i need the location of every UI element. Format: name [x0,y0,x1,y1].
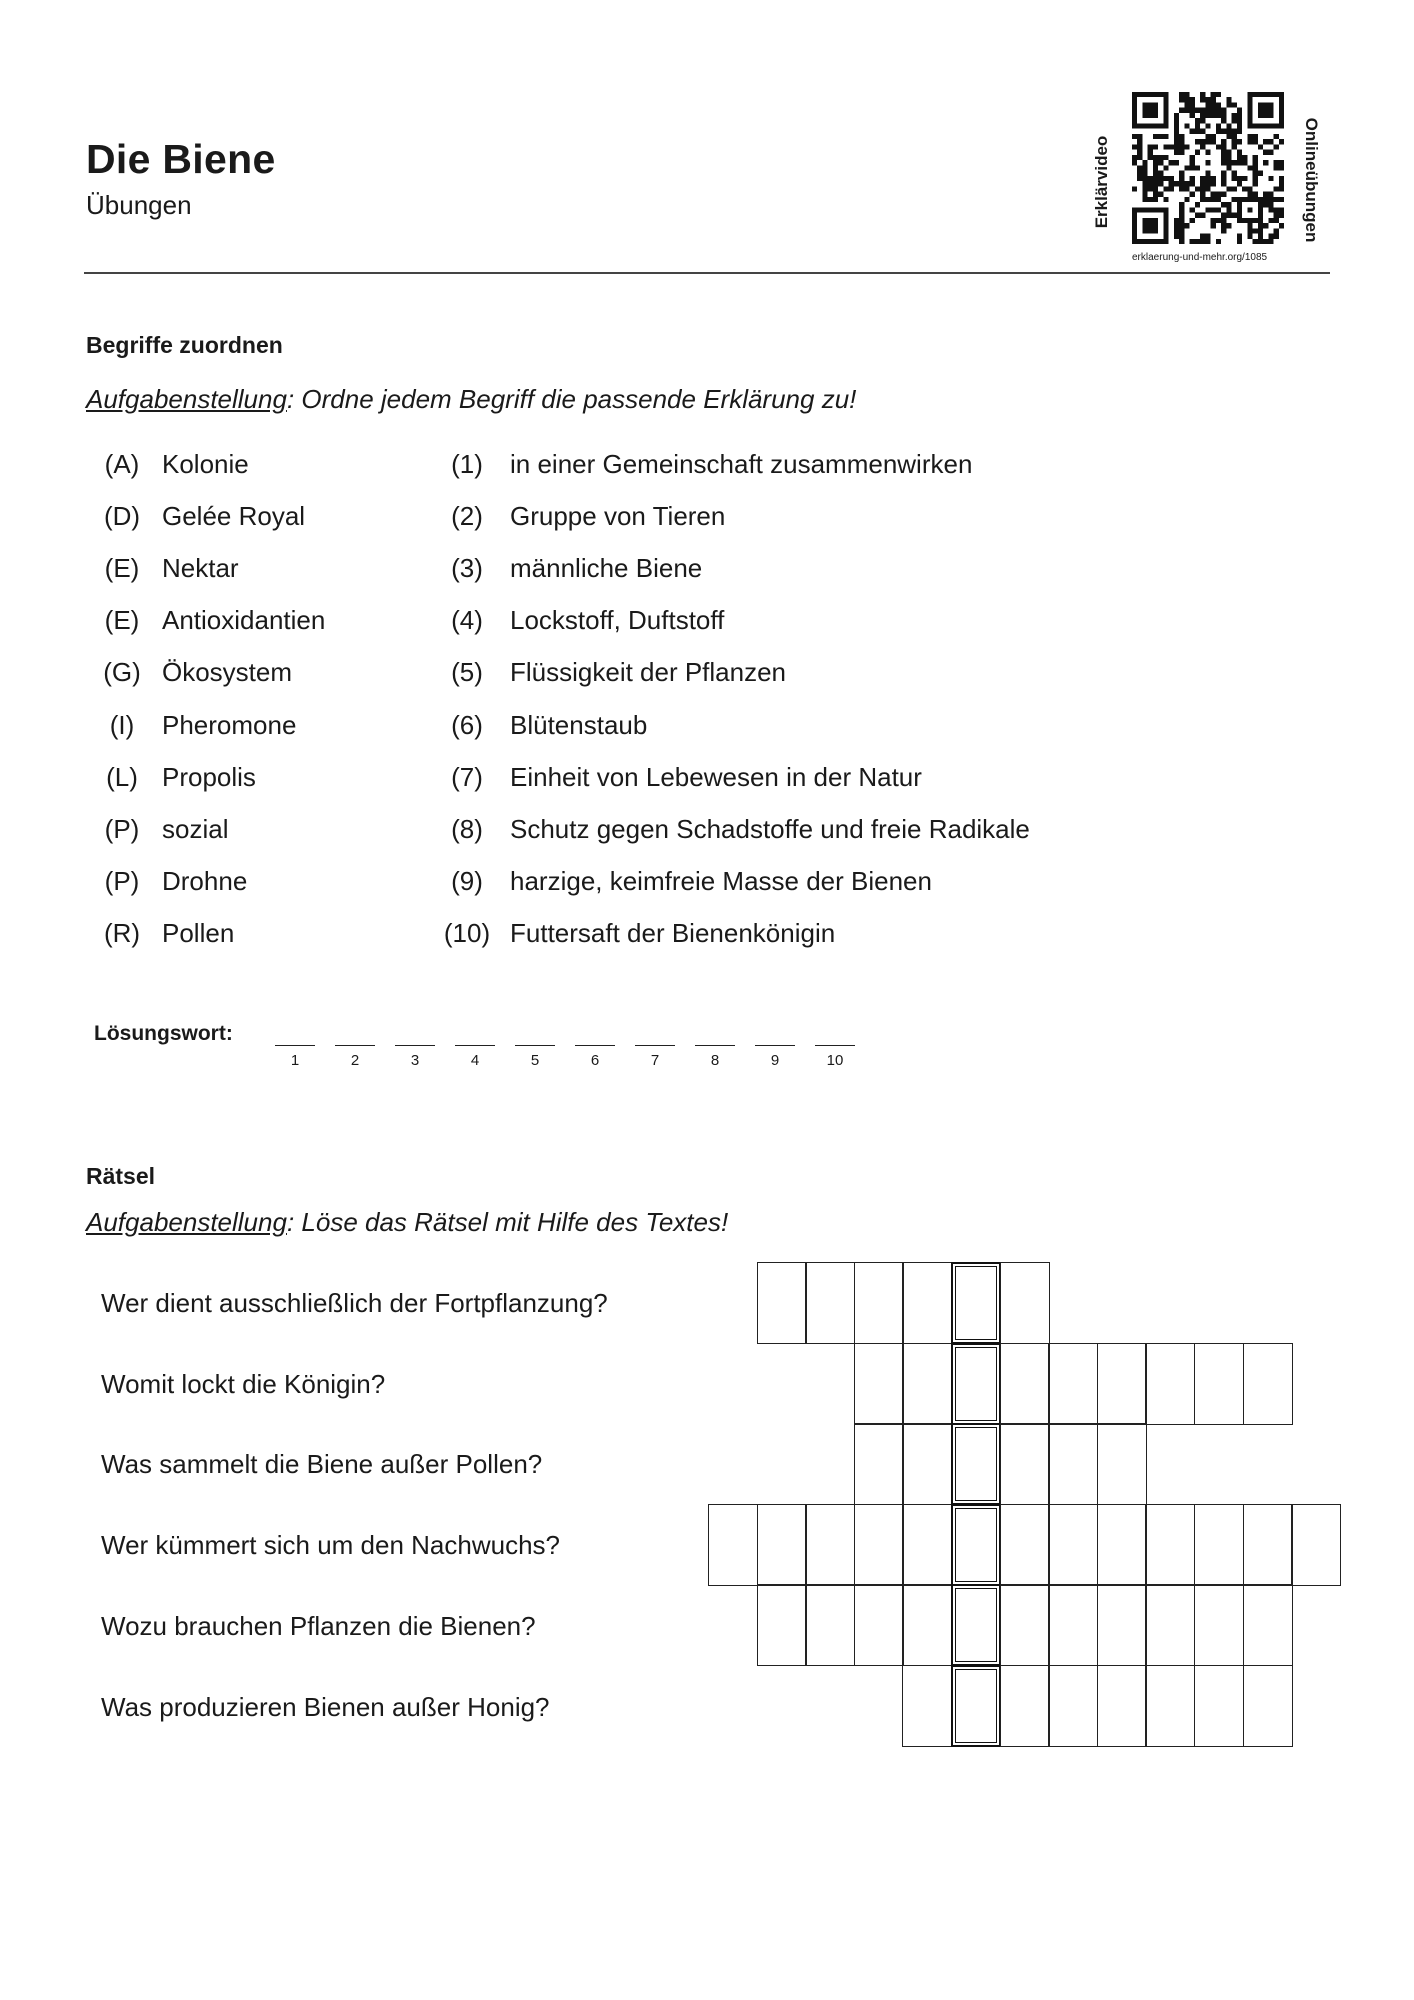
crossword-cell[interactable] [902,1262,952,1344]
term-letter: (G) [103,657,141,687]
solution-label: Lösungswort: [94,1022,233,1045]
crossword-cell[interactable] [1048,1665,1098,1747]
online-exercises-label[interactable]: Onlineübungen [1302,117,1321,243]
solution-blank-input[interactable] [275,1045,315,1046]
crossword-cell[interactable] [854,1343,904,1425]
crossword-cell[interactable] [902,1343,952,1425]
term-name: sozial [162,814,229,844]
crossword-cell[interactable] [1194,1504,1244,1586]
task-instruction-matching [86,384,856,415]
page-title: Die Biene [86,136,276,182]
solution-blank-input[interactable] [455,1045,495,1046]
definition-number: (7) [451,762,483,792]
term-letter: (P) [104,814,140,844]
crossword-cell[interactable] [1000,1423,1050,1505]
puzzle-question: Was sammelt die Biene außer Pollen? [101,1449,543,1479]
crossword-cell[interactable] [757,1584,807,1666]
header-divider [84,272,1330,274]
task-text: : Löse das Rätsel mit Hilfe des Textes! [286,1207,729,1237]
crossword-cell[interactable] [1000,1262,1050,1344]
definition-number: (3) [451,553,483,583]
solution-blank-number: 6 [590,1052,600,1069]
crossword-cell[interactable] [757,1262,807,1344]
crossword-key-cell[interactable] [951,1423,1001,1505]
crossword-cell[interactable] [1000,1665,1050,1747]
task-prefix: Aufgabenstellung [86,384,287,414]
term-letter: (R) [103,918,141,948]
crossword-cell[interactable] [1194,1665,1244,1747]
crossword-cell[interactable] [902,1423,952,1505]
crossword-cell[interactable] [1097,1343,1147,1425]
term-name: Propolis [162,762,256,792]
crossword-cell[interactable] [1097,1665,1147,1747]
definition-number: (9) [451,866,483,896]
definition-text: männliche Biene [510,553,703,583]
qr-code-icon[interactable] [1132,92,1284,244]
crossword-key-cell[interactable] [951,1665,1001,1747]
crossword-cell[interactable] [1145,1584,1195,1666]
term-letter: (D) [103,501,141,531]
crossword-cell[interactable] [1145,1504,1195,1586]
term-letter: (L) [106,762,138,792]
solution-blank-number: 1 [290,1052,300,1069]
solution-blank-number: 4 [470,1052,480,1069]
definition-number: (6) [451,710,483,740]
crossword-cell[interactable] [708,1504,758,1586]
solution-blank-input[interactable] [575,1045,615,1046]
definition-text: Blütenstaub [510,710,648,740]
definition-number: (10) [443,918,491,948]
solution-blank-number: 8 [710,1052,720,1069]
qr-url[interactable]: erklaerung-und-mehr.org/1085 [1132,252,1268,263]
crossword-cell[interactable] [1048,1343,1098,1425]
section-title-matching: Begriffe zuordnen [86,332,283,358]
crossword-cell[interactable] [854,1262,904,1344]
puzzle-question: Womit lockt die Königin? [101,1369,386,1399]
crossword-cell[interactable] [1194,1343,1244,1425]
crossword-cell[interactable] [1097,1423,1147,1505]
solution-blank-number: 9 [770,1052,780,1069]
solution-blank-number: 10 [826,1052,844,1069]
definition-number: (2) [451,501,483,531]
crossword-cell[interactable] [854,1504,904,1586]
solution-blank-input[interactable] [515,1045,555,1046]
crossword-cell[interactable] [902,1665,952,1747]
crossword-key-cell[interactable] [951,1504,1001,1586]
section-title-puzzle: Rätsel [86,1163,156,1189]
video-label[interactable]: Erklärvideo [1092,135,1111,229]
crossword-cell[interactable] [1194,1584,1244,1666]
definition-text: Flüssigkeit der Pflanzen [510,657,787,687]
solution-blank-input[interactable] [635,1045,675,1046]
term-letter: (A) [104,449,140,479]
definition-text: Gruppe von Tieren [510,501,726,531]
term-name: Nektar [162,553,239,583]
definition-text: Einheit von Lebewesen in der Natur [510,762,922,792]
solution-blank-number: 2 [350,1052,360,1069]
solution-blank-input[interactable] [695,1045,735,1046]
crossword-cell[interactable] [1145,1343,1195,1425]
definition-text: Futtersaft der Bienenkönigin [510,918,836,948]
crossword-cell[interactable] [1243,1504,1293,1586]
task-prefix: Aufgabenstellung [86,1207,287,1237]
definition-number: (8) [451,814,483,844]
crossword-cell[interactable] [1048,1584,1098,1666]
crossword-cell[interactable] [1097,1584,1147,1666]
term-name: Ökosystem [162,657,293,687]
crossword-cell[interactable] [1048,1423,1098,1505]
puzzle-question: Wozu brauchen Pflanzen die Bienen? [101,1611,536,1641]
solution-blank-input[interactable] [335,1045,375,1046]
term-name: Drohne [162,866,248,896]
puzzle-question: Wer kümmert sich um den Nachwuchs? [101,1530,561,1560]
definition-number: (4) [451,605,483,635]
crossword-key-cell[interactable] [951,1262,1001,1344]
crossword-key-cell[interactable] [951,1584,1001,1666]
crossword-cell[interactable] [902,1584,952,1666]
crossword-cell[interactable] [805,1504,855,1586]
term-name: Antioxidantien [162,605,326,635]
term-name: Kolonie [162,449,249,479]
crossword-cell[interactable] [805,1584,855,1666]
definition-number: (5) [451,657,483,687]
crossword-key-cell[interactable] [951,1343,1001,1425]
term-name: Pollen [162,918,235,948]
crossword-cell[interactable] [1000,1584,1050,1666]
puzzle-question: Was produzieren Bienen außer Honig? [101,1692,550,1722]
solution-blank-input[interactable] [815,1045,855,1046]
task-instruction-puzzle [86,1207,728,1238]
crossword-cell[interactable] [1000,1343,1050,1425]
crossword-cell[interactable] [805,1262,855,1344]
crossword-cell[interactable] [902,1504,952,1586]
term-letter: (E) [104,605,140,635]
task-text: : Ordne jedem Begriff die passende Erklärung zu! [286,384,857,414]
page-subtitle: Übungen [86,190,192,220]
solution-blank-input[interactable] [395,1045,435,1046]
solution-blank-number: 7 [650,1052,660,1069]
definition-text: Lockstoff, Duftstoff [510,605,725,635]
crossword-cell[interactable] [1291,1504,1341,1586]
term-name: Gelée Royal [162,501,306,531]
definition-text: in einer Gemeinschaft zusammenwirken [510,449,973,479]
solution-blank-number: 5 [530,1052,540,1069]
crossword-cell[interactable] [1000,1504,1050,1586]
definition-text: Schutz gegen Schadstoffe und freie Radikale [510,814,1030,844]
definition-text: harzige, keimfreie Masse der Bienen [510,866,932,896]
crossword-cell[interactable] [1243,1343,1293,1425]
crossword-cell[interactable] [854,1584,904,1666]
crossword-cell[interactable] [1048,1504,1098,1586]
crossword-cell[interactable] [1243,1665,1293,1747]
crossword-cell[interactable] [1097,1504,1147,1586]
crossword-cell[interactable] [1243,1584,1293,1666]
definition-number: (1) [451,449,483,479]
solution-blank-number: 3 [410,1052,420,1069]
term-letter: (P) [104,866,140,896]
term-name: Pheromone [162,710,297,740]
crossword-cell[interactable] [854,1423,904,1505]
crossword-cell[interactable] [1145,1665,1195,1747]
term-letter: (E) [104,553,140,583]
solution-blank-input[interactable] [755,1045,795,1046]
term-letter: (I) [109,710,135,740]
puzzle-question: Wer dient ausschließlich der Fortpflanzung? [101,1288,608,1318]
crossword-cell[interactable] [757,1504,807,1586]
